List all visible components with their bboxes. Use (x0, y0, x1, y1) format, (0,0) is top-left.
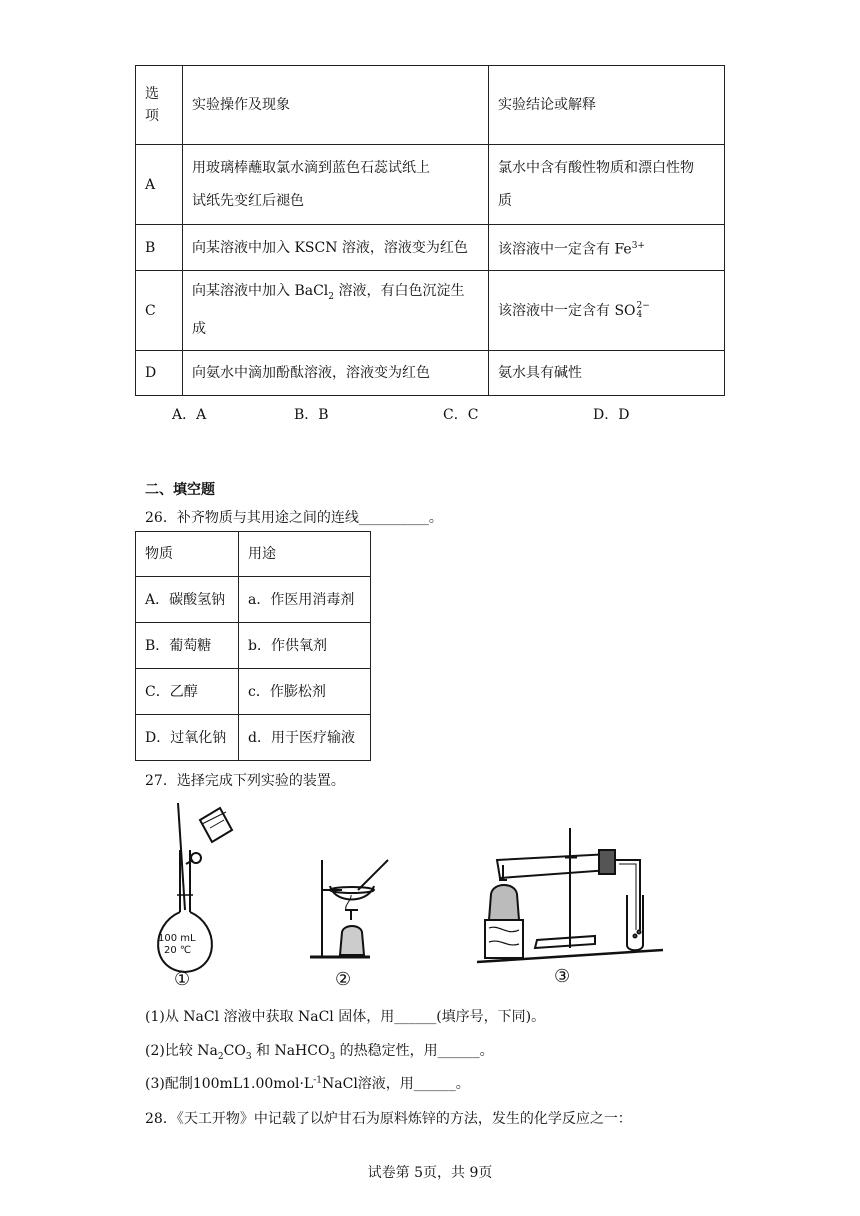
option-d: D．D (593, 407, 630, 423)
question-26: 26．补齐物质与其用途之间的连线__________。 (145, 510, 443, 526)
evaporation-diagram (300, 850, 400, 970)
question-27-part-1: (1)从 NaCl 溶液中获取 NaCl 固体，用______(填序号，下同)。 (145, 1009, 546, 1025)
substance-cell: C．乙醇 (136, 669, 239, 715)
label-3: ③ (554, 966, 571, 987)
text: 和 NaHCO (251, 1043, 330, 1059)
use-cell: c．作膨松剂 (239, 669, 371, 715)
conclusion-text: 该溶液中一定含有 Fe (498, 241, 632, 258)
option-b: B．B (294, 407, 329, 423)
row-option: C (136, 271, 183, 351)
matching-table (135, 531, 371, 761)
header-option: 选 项 (136, 66, 183, 145)
flask-label-volume: 100 mL (158, 933, 196, 944)
page-footer: 试卷第 5页，共 9页 (367, 1165, 493, 1181)
table-row (136, 145, 725, 225)
question-27: 27．选择完成下列实验的装置。 (145, 773, 345, 789)
use-cell: b．作供氧剂 (239, 623, 371, 669)
table-row (136, 351, 725, 396)
header-conclusion: 实验结论或解释 (489, 66, 725, 145)
subscript: 3 (245, 1051, 252, 1062)
substance-cell: D．过氧化钠 (136, 715, 239, 761)
row-operation (183, 271, 489, 351)
use-cell: a．作医用消毒剂 (239, 577, 371, 623)
question-27-part-3 (145, 1073, 470, 1093)
row-operation: 向某溶液中加入 KSCN 溶液，溶液变为红色 (183, 225, 489, 271)
table-row (136, 577, 371, 623)
charge-superscript: 3+ (631, 240, 645, 251)
text: (2)比较 Na (145, 1043, 218, 1059)
text: NaCl溶液，用______。 (322, 1076, 470, 1092)
header-substance: 物质 (136, 532, 239, 577)
text: 的热稳定性，用______。 (335, 1043, 494, 1059)
experiment-table (135, 65, 725, 396)
row-conclusion: 氯水中含有酸性物质和漂白性物 质 (489, 145, 725, 225)
substance-cell: A．碳酸氢钠 (136, 577, 239, 623)
row-operation: 用玻璃棒蘸取氯水滴到蓝色石蕊试纸上 试纸先变红后褪色 (183, 145, 489, 225)
row-option: B (136, 225, 183, 271)
row-conclusion (489, 271, 725, 351)
substance-cell: B．葡萄糖 (136, 623, 239, 669)
table-row (136, 225, 725, 271)
header-use: 用途 (239, 532, 371, 577)
row-option: D (136, 351, 183, 396)
operation-text-cont: 溶液，有白色沉淀生 成 (192, 282, 465, 338)
use-cell: d．用于医疗输液 (239, 715, 371, 761)
superscript: -1 (313, 1075, 323, 1086)
option-a: A．A (172, 407, 207, 423)
table-row (136, 715, 371, 761)
text: CO (223, 1043, 246, 1059)
subscript: 2 (217, 1051, 224, 1062)
charge-superscript: 2− (636, 300, 650, 311)
subscript: 4 (636, 309, 643, 320)
subscript: 3 (329, 1051, 336, 1062)
table-header-row (136, 532, 371, 577)
label-2: ② (335, 969, 352, 990)
row-operation: 向氨水中滴加酚酞溶液，溶液变为红色 (183, 351, 489, 396)
table-row (136, 669, 371, 715)
heating-apparatus-diagram (475, 820, 665, 965)
table-row (136, 623, 371, 669)
operation-text: 向某溶液中加入 BaCl (192, 282, 329, 299)
conclusion-text: 该溶液中一定含有 SO (498, 302, 636, 319)
label-1: ① (174, 969, 191, 990)
subscript: 2 (328, 291, 335, 302)
text: (3)配制100mL1.00mol·L (145, 1076, 314, 1092)
question-28: 28．《天工开物》中记载了以炉甘石为原料炼锌的方法，发生的化学反应之一： (145, 1111, 632, 1127)
option-c: C．C (443, 407, 479, 423)
question-27-part-2 (145, 1040, 494, 1062)
row-conclusion: 氨水具有碱性 (489, 351, 725, 396)
table-header-row (136, 66, 725, 145)
table-row (136, 271, 725, 351)
section-title: 二、填空题 (145, 482, 215, 498)
row-option: A (136, 145, 183, 225)
header-operation: 实验操作及现象 (183, 66, 489, 145)
row-conclusion (489, 225, 725, 271)
flask-label-temp: 20 ℃ (164, 945, 192, 956)
